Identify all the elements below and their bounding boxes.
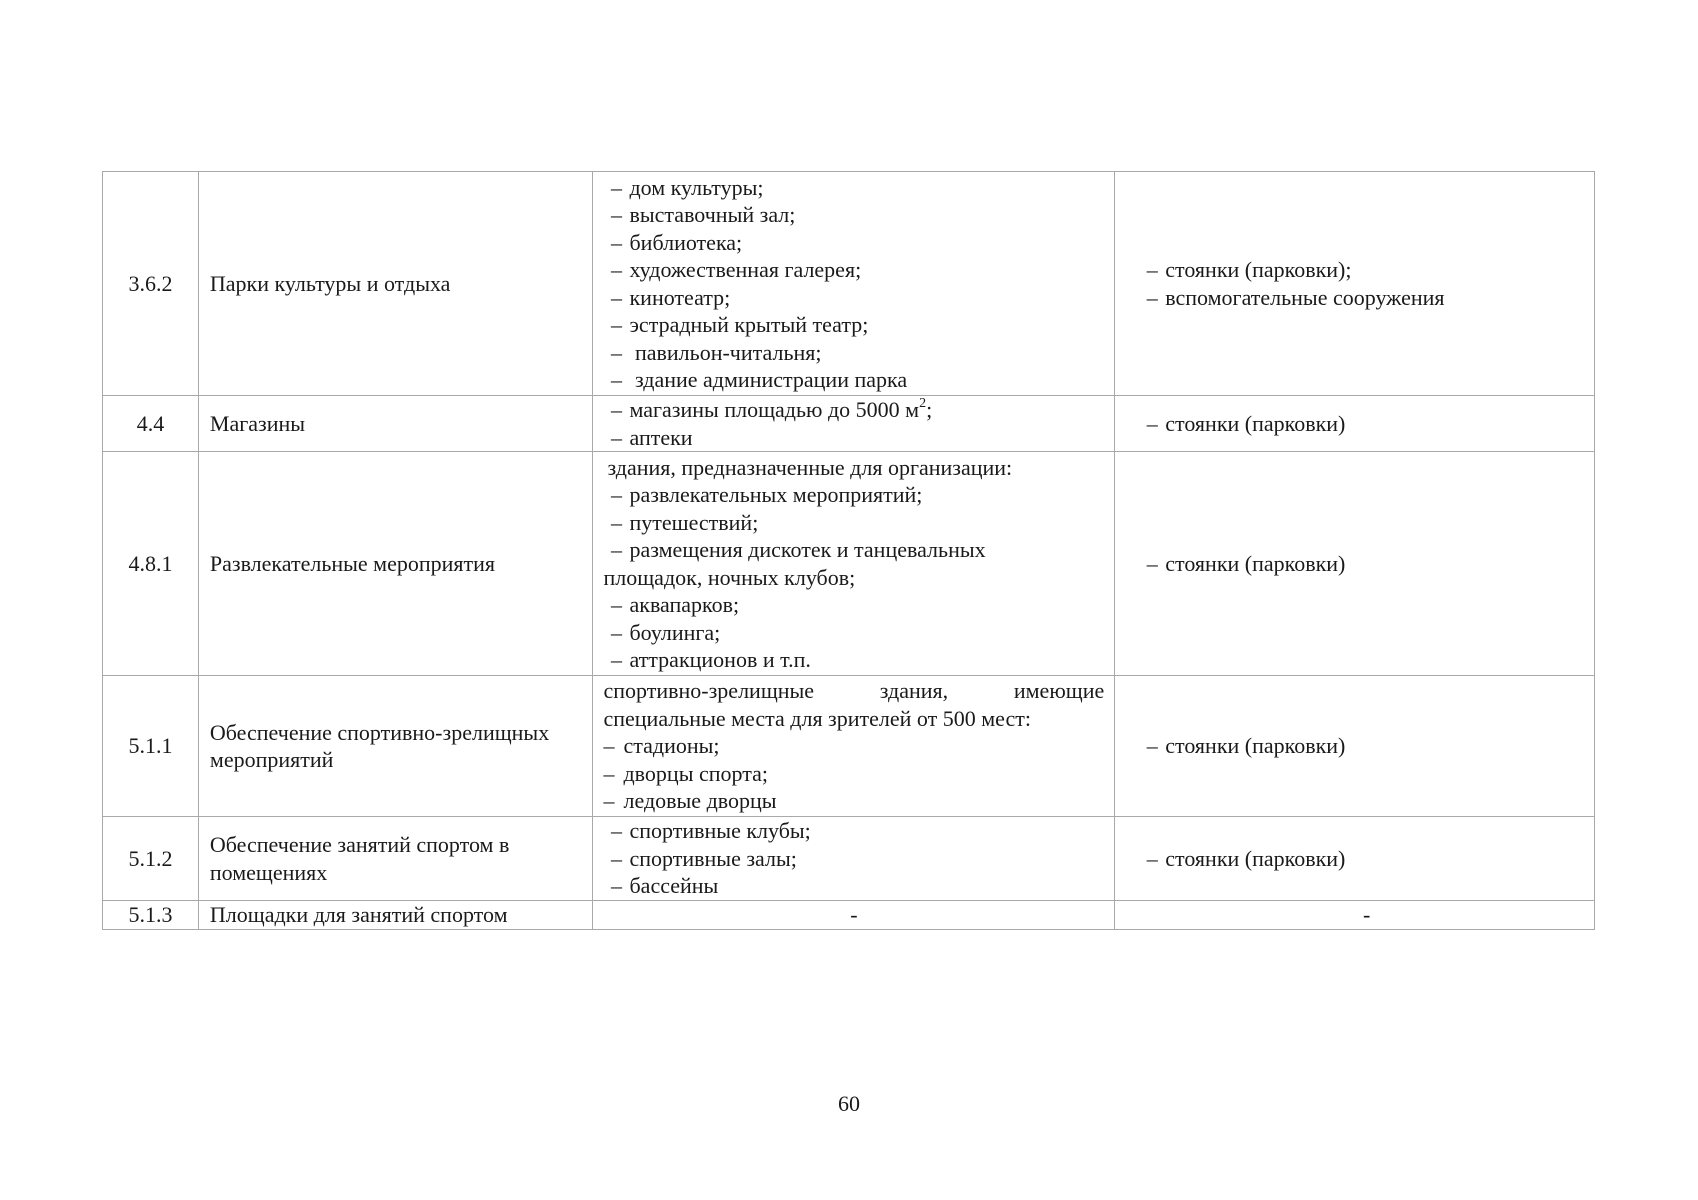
intro-text: здания, предназначенные для организации: <box>607 454 1013 480</box>
list-item: – библиотека; <box>610 229 743 255</box>
list-item: – магазины площадью до 5000 $м^2$; <box>610 395 933 422</box>
row-name: Обеспечение спортивно-зрелищных мероприятий <box>198 676 593 817</box>
land-use-table <box>102 171 1595 930</box>
list-item: – стоянки (парковки) <box>1146 410 1346 436</box>
table-row <box>103 901 1595 930</box>
row-name: Магазины <box>198 396 593 452</box>
list-item: – выставочный зал; <box>610 202 796 227</box>
list-item: – вспомогательные сооружения <box>1146 284 1445 310</box>
table-row <box>103 676 1595 817</box>
page-number: 60 <box>838 1091 860 1116</box>
list-item: – дворцы спорта; <box>603 760 768 786</box>
row-code: 5.1.2 <box>103 817 199 901</box>
aux-uses-cell: - <box>1115 901 1595 930</box>
list-item: – художественная галерея; <box>610 257 862 282</box>
row-name: Обеспечение занятий спортом в помещениях <box>198 817 593 901</box>
list-item: – развлекательных мероприятий; <box>610 482 923 507</box>
aux-uses-cell <box>1115 396 1595 452</box>
row-code: 5.1.3 <box>103 901 199 930</box>
list-item: – павильон-читальня; <box>610 339 822 365</box>
table-row <box>103 172 1595 396</box>
list-item: – стоянки (парковки) <box>1146 845 1346 871</box>
list-item: – стоянки (парковки) <box>1146 550 1346 576</box>
table-row <box>103 396 1595 452</box>
list-item: – стоянки (парковки) <box>1146 733 1346 759</box>
aux-uses-cell <box>1115 172 1595 396</box>
main-uses-cell <box>593 172 1115 396</box>
list-item: – спортивные залы; <box>610 845 797 871</box>
list-item: – боулинга; <box>610 619 721 645</box>
list-item: – дом культуры; <box>610 174 764 200</box>
aux-uses-cell <box>1115 676 1595 817</box>
aux-uses-cell <box>1115 817 1595 901</box>
list-item: – стоянки (парковки); <box>1146 257 1352 282</box>
table-row <box>103 817 1595 901</box>
continuation-text: площадок, ночных клубов; <box>603 564 856 590</box>
row-code: 4.8.1 <box>103 452 199 676</box>
list-item: – кинотеатр; <box>610 284 731 310</box>
main-uses-cell: - <box>593 901 1115 930</box>
row-name: Площадки для занятий спортом <box>198 901 593 930</box>
main-uses-cell <box>593 452 1115 676</box>
list-item: – аттракционов и т.п. <box>610 647 811 672</box>
list-item: – здание администрации парка <box>610 367 908 392</box>
list-item: – спортивные клубы; <box>610 818 811 844</box>
list-item: – размещения дискотек и танцевальных <box>610 537 986 562</box>
list-item: – ледовые дворцы <box>603 788 777 814</box>
main-uses-cell <box>593 676 1115 817</box>
main-uses-cell <box>593 396 1115 452</box>
intro-text: спортивно-зрелищные здания, имеющие <box>603 678 1105 704</box>
superscript: 2 <box>919 395 927 411</box>
row-name: Парки культуры и отдыха <box>198 172 593 396</box>
row-name: Развлекательные мероприятия <box>198 452 593 676</box>
row-code: 5.1.1 <box>103 676 199 817</box>
row-code: 4.4 <box>103 396 199 452</box>
intro-text: специальные места для зрителей от 500 мест: <box>603 705 1031 731</box>
table-row <box>103 452 1595 676</box>
list-item: – эстрадный крытый театр; <box>610 312 869 337</box>
aux-uses-cell <box>1115 452 1595 676</box>
row-code: 3.6.2 <box>103 172 199 396</box>
list-item: – путешествий; <box>610 509 759 535</box>
list-item: – стадионы; <box>603 733 720 759</box>
list-item: – аптеки <box>610 424 693 450</box>
main-uses-cell <box>593 817 1115 901</box>
list-item: – аквапарков; <box>610 592 740 617</box>
list-item: – бассейны <box>610 873 719 899</box>
